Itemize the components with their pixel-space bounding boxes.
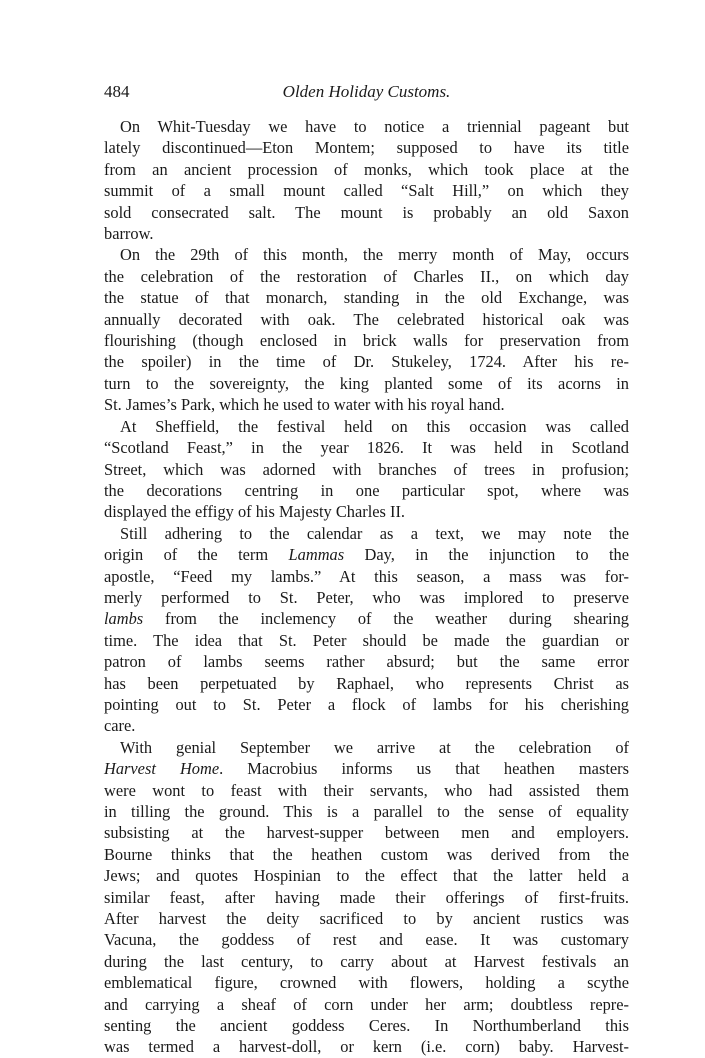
text-line: the celebration of the restoration of Charles II., on which day	[104, 266, 629, 286]
text-line: in tilling the ground. This is a parallel to the sense of equality	[104, 802, 629, 821]
text-line: Street, which was adorned with branches of trees in profusion;	[104, 459, 629, 479]
text-line: After harvest the deity sacrificed to by ancient rustics was	[104, 909, 629, 929]
text-line: Still adhering to the calendar as a text, we may note the	[120, 523, 629, 543]
text-line: subsisting at the harvest-supper between men and employers.	[104, 823, 629, 843]
text-line: similar feast, after having made their offerings of first-fruits.	[104, 887, 629, 907]
text-line: apostle, “Feed my lambs.” At this season, a mass was for-	[104, 566, 629, 586]
text-line: from an ancient procession of monks, which took place at the	[104, 159, 629, 179]
text-line: annually decorated with oak. The celebrated historical oak was	[104, 309, 629, 329]
text-line: senting the ancient goddess Ceres. In Northumberland this	[104, 1016, 629, 1036]
text-line: With genial September we arrive at the celebration of	[120, 737, 629, 757]
text-line: At Sheffield, the festival held on this occasion was called	[120, 416, 629, 436]
text-line: flourishing (though enclosed in brick walls for preservation from	[104, 331, 629, 351]
text-line: origin of the term Lammas Day, in the injunction to the	[104, 545, 629, 565]
text-line: sold consecrated salt. The mount is probably an old Saxon	[104, 202, 629, 222]
text-line: barrow.	[104, 224, 154, 244]
text-line: lambs from the inclemency of the weather during shearing	[104, 609, 629, 629]
running-title: Olden Holiday Customs.	[282, 82, 451, 101]
text-line: was termed a harvest-doll, or kern (i.e. corn) baby. Harvest-	[104, 1037, 629, 1057]
text-line: St. James’s Park, which he used to water with his royal hand.	[104, 395, 505, 415]
italic-term: Harvest Home	[104, 759, 220, 779]
text-line: Bourne thinks that the heathen custom was derived from the	[104, 844, 629, 864]
text-line: On Whit-Tuesday we have to notice a triennial pageant but	[120, 117, 629, 136]
text-line: during the last century, to carry about at Harvest festivals an	[104, 951, 629, 971]
text-line: emblematical figure, crowned with flowers, holding a scythe	[104, 973, 629, 993]
text-line: the spoiler) in the time of Dr. Stukeley, 1724. After his re-	[104, 352, 629, 372]
text-line: turn to the sovereignty, the king planted some of its acorns in	[104, 373, 629, 393]
text-line: the statue of that monarch, standing in the old Exchange, was	[104, 288, 629, 308]
text-line: merly performed to St. Peter, who was implored to preserve	[104, 587, 629, 607]
text-line: patron of lambs seems rather absurd; but the same error	[104, 652, 629, 672]
italic-term: Lammas	[288, 545, 345, 565]
text-line: care.	[104, 716, 136, 736]
text-line: Vacuna, the goddess of rest and ease. It was customary	[104, 930, 629, 950]
text-line: and carrying a sheaf of corn under her arm; doubtless repre-	[104, 994, 629, 1014]
page-number: 484	[104, 82, 130, 101]
text-line: displayed the effigy of his Majesty Charles II.	[104, 502, 406, 522]
body-text	[104, 116, 629, 1058]
text-line: summit of a small mount called “Salt Hill,” on which they	[104, 181, 629, 201]
text-line: On the 29th of this month, the merry month of May, occurs	[120, 245, 629, 265]
italic-term: lambs	[104, 609, 144, 629]
text-line: lately discontinued—Eton Montem; supposed to have its title	[104, 138, 629, 158]
text-line: the decorations centring in one particular spot, where was	[104, 480, 629, 500]
text-line: has been perpetuated by Raphael, who represents Christ as	[104, 673, 629, 693]
text-line: pointing out to St. Peter a flock of lambs for his cherishing	[104, 694, 629, 714]
book-page	[104, 82, 629, 1058]
running-head	[104, 82, 629, 108]
text-line: Harvest Home. Macrobius informs us that heathen masters	[104, 759, 629, 779]
text-line: Jews; and quotes Hospinian to the effect that the latter held a	[104, 866, 629, 886]
text-line: were wont to feast with their servants, who had assisted them	[104, 780, 629, 800]
text-line: “Scotland Feast,” in the year 1826. It was held in Scotland	[104, 438, 629, 458]
text-line: time. The idea that St. Peter should be made the guardian or	[104, 630, 629, 650]
